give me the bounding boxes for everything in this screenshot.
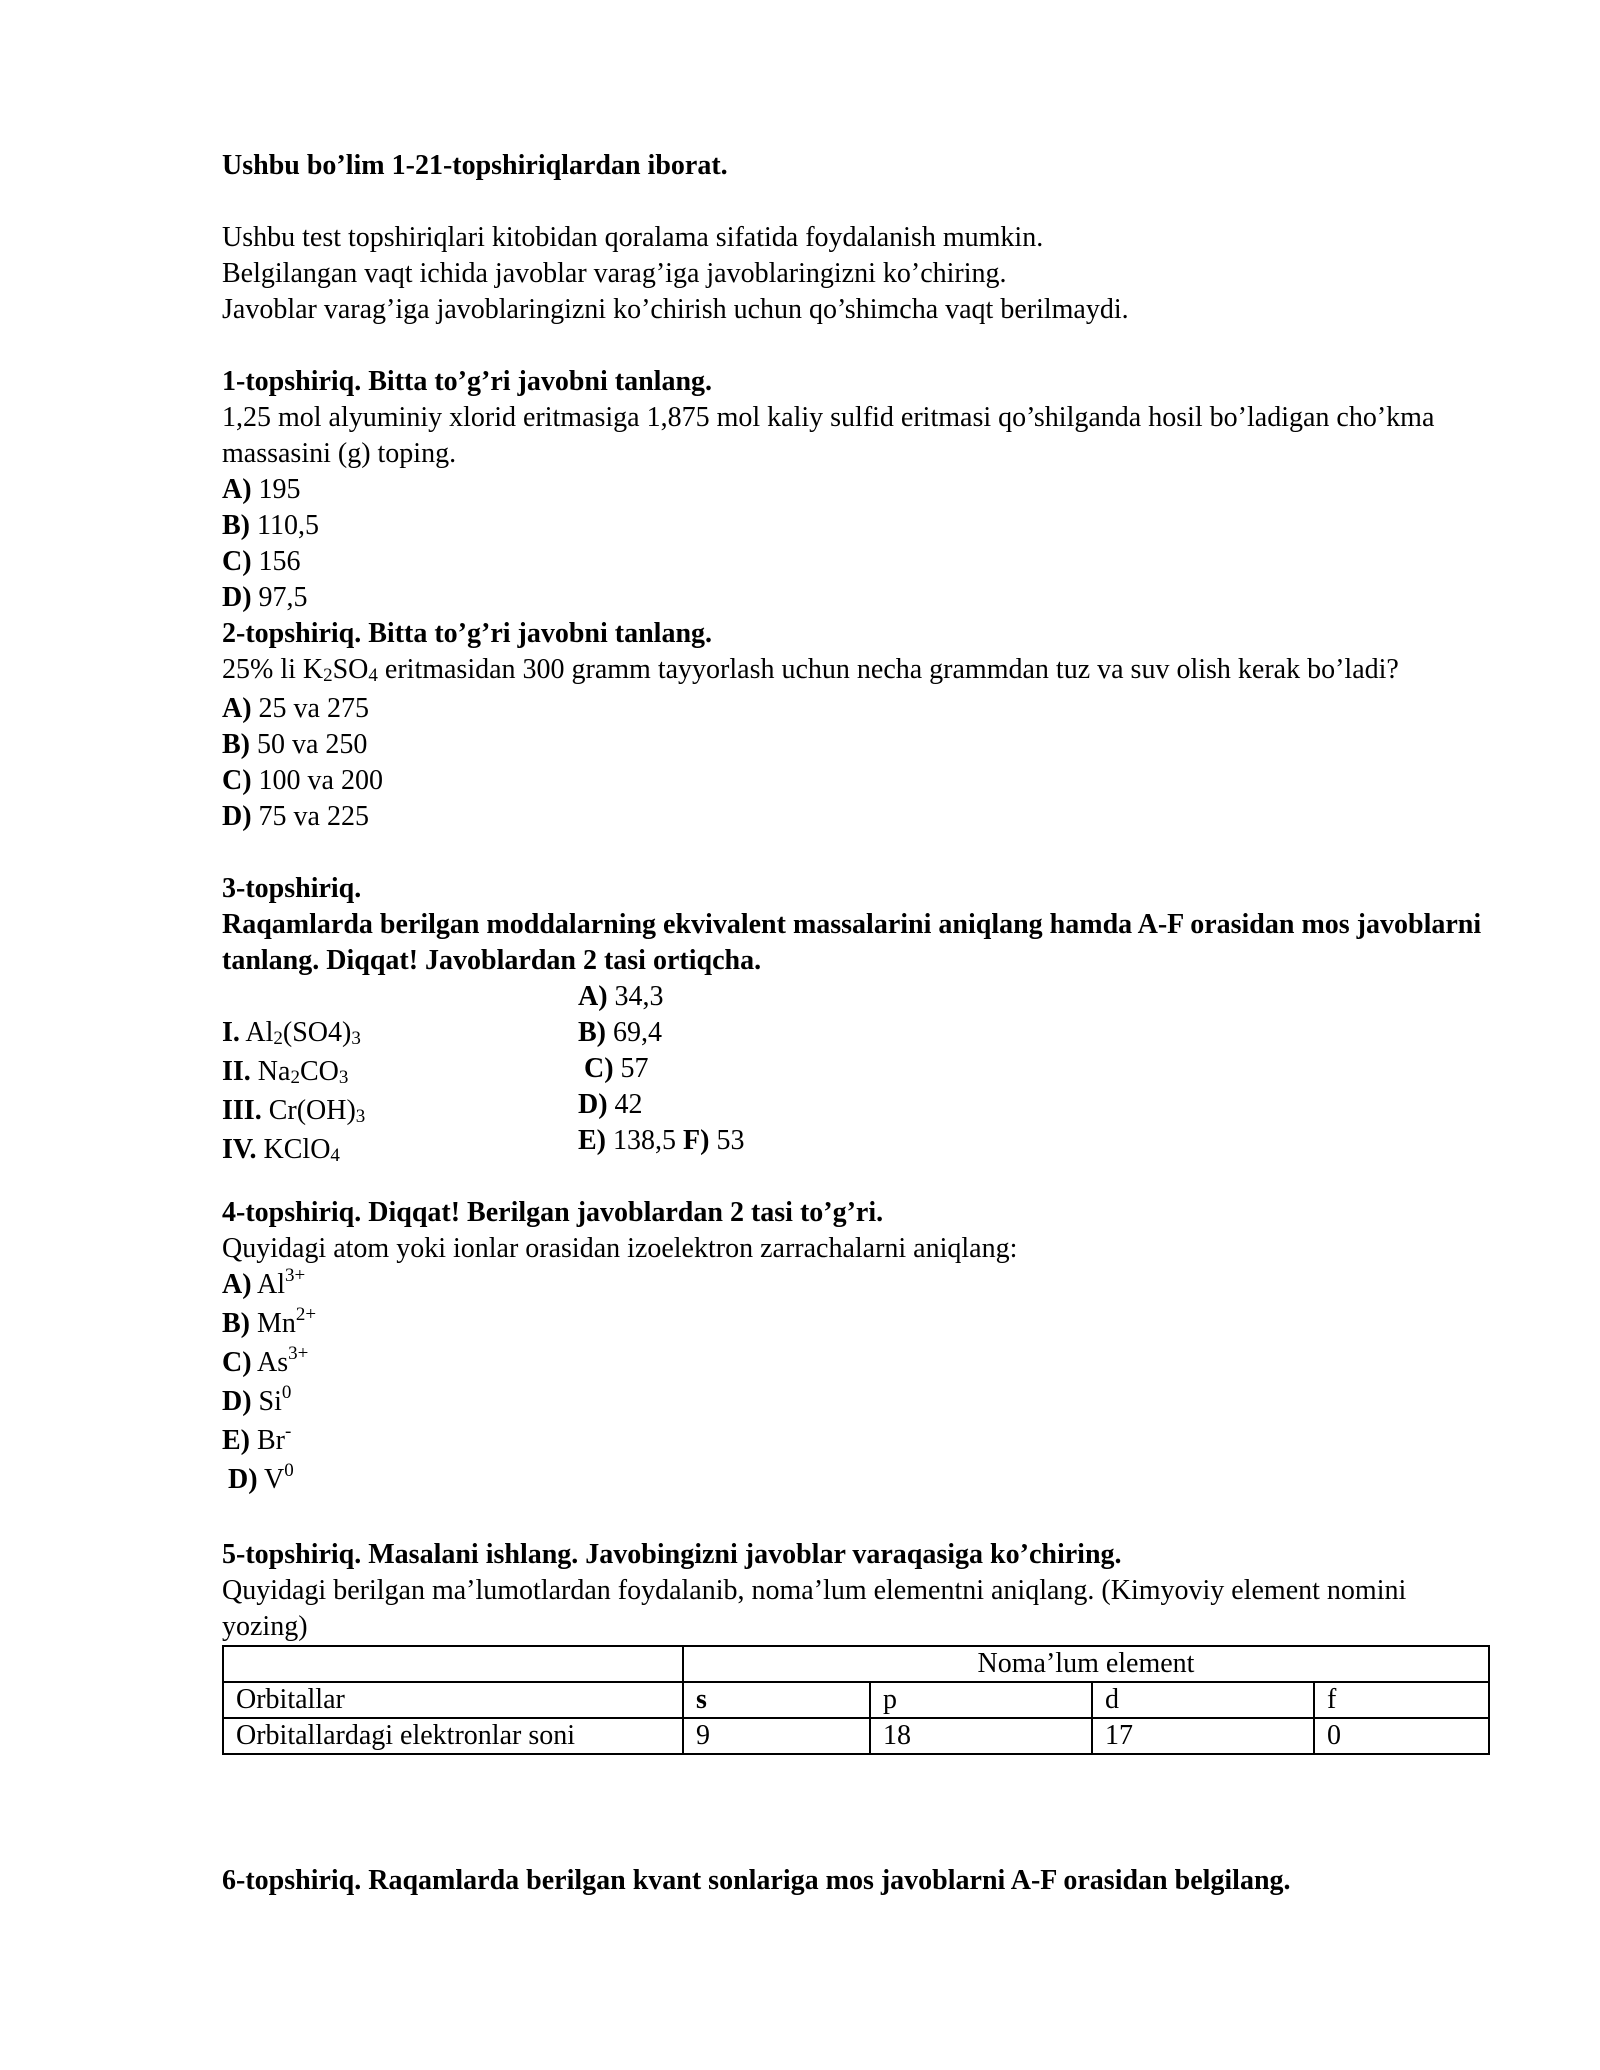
option-value: As — [257, 1347, 289, 1378]
option-value: 97,5 — [258, 582, 308, 613]
q4-option-e — [222, 1423, 1492, 1462]
q3-items — [222, 1015, 365, 1171]
q6-heading: 6-topshiriq. Raqamlarda berilgan kvant sonlariga mos javoblarni A-F orasidan belgilang. — [222, 1865, 1291, 1896]
q3-item-1 — [222, 1015, 365, 1054]
q3-matching — [222, 979, 1492, 1166]
formula-part: Cr(OH) — [268, 1095, 356, 1126]
q2-option-c — [222, 763, 1492, 799]
q3-answer-c — [578, 1051, 744, 1087]
option-letter: B) — [222, 510, 250, 541]
q2-text-part: SO — [332, 654, 369, 685]
q3-answer-a — [578, 979, 744, 1015]
q5-text: Quyidagi berilgan ma’lumotlardan foydalanib, noma’lum elementni aniqlang. (Kimyoviy element nomini yozing) — [222, 1575, 1407, 1642]
option-value: 53 — [716, 1125, 745, 1156]
subscript: 4 — [368, 665, 378, 686]
q4-text: Quyidagi atom yoki ionlar orasidan izoelektron zarrachalarni aniqlang: — [222, 1233, 1018, 1264]
formula-part: (SO4) — [282, 1017, 352, 1048]
q2-heading: 2-topshiriq. Bitta to’g’ri javobni tanlang. — [222, 618, 713, 649]
document-content — [222, 148, 1492, 1899]
q3-answer-ef — [578, 1123, 744, 1159]
q3-answer-d — [578, 1087, 744, 1123]
option-letter: D) — [222, 801, 252, 832]
option-letter: D) — [578, 1089, 608, 1120]
option-letter: A) — [222, 474, 252, 505]
option-value: 57 — [620, 1053, 649, 1084]
table-row — [223, 1682, 1489, 1718]
q2-text — [222, 652, 1492, 691]
superscript: 0 — [284, 1460, 294, 1481]
option-letter: D) — [222, 1386, 252, 1417]
formula-part: KClO — [263, 1134, 331, 1165]
intro-line: Ushbu test topshiriqlari kitobidan qoralama sifatida foydalanish mumkin. — [222, 222, 1044, 253]
superscript: 0 — [281, 1382, 292, 1403]
option-letter: A) — [222, 1269, 252, 1300]
option-value: 195 — [258, 474, 301, 505]
subscript: 2 — [323, 665, 333, 686]
item-number: IV. — [222, 1134, 257, 1165]
q1-option-a — [222, 472, 1492, 508]
q1-option-d — [222, 580, 1492, 616]
option-letter: D) — [222, 582, 252, 613]
q2-option-d — [222, 799, 1492, 835]
q2-option-b — [222, 727, 1492, 763]
subscript: 2 — [273, 1028, 283, 1049]
superscript: - — [285, 1421, 292, 1442]
option-value: 25 va 275 — [258, 693, 369, 724]
table-cell: 9 — [683, 1718, 870, 1754]
option-letter: E) — [222, 1425, 250, 1456]
option-value: Al — [257, 1269, 286, 1300]
q2-option-a — [222, 691, 1492, 727]
q5-heading: 5-topshiriq. Masalani ishlang. Javobingizni javoblar varaqasiga ko’chiring. — [222, 1539, 1122, 1570]
table-cell: s — [683, 1682, 870, 1718]
subscript: 3 — [351, 1028, 361, 1049]
table-row — [223, 1646, 1489, 1682]
q4-option-d — [222, 1384, 1492, 1423]
option-letter: B) — [222, 1308, 250, 1339]
table-header: Noma’lum element — [683, 1646, 1489, 1682]
subscript: 3 — [338, 1067, 349, 1088]
table-cell-empty — [223, 1646, 683, 1682]
q3-heading: 3-topshiriq. — [222, 873, 362, 904]
q3-answer-b — [578, 1015, 744, 1051]
superscript: 2+ — [295, 1304, 317, 1325]
option-value: 156 — [258, 546, 301, 577]
table-cell: 18 — [870, 1718, 1092, 1754]
table-row — [223, 1718, 1489, 1754]
q2-text-part: 25% li K — [222, 654, 324, 685]
option-value: 75 va 225 — [258, 801, 369, 832]
item-number: II. — [222, 1056, 251, 1087]
option-letter: C) — [222, 1347, 252, 1378]
option-letter: A) — [578, 981, 608, 1012]
formula-part: CO — [299, 1056, 339, 1087]
option-letter: C) — [222, 765, 252, 796]
q4-option-b — [222, 1306, 1492, 1345]
option-value: Mn — [257, 1308, 296, 1339]
formula-part: Na — [257, 1056, 291, 1087]
section-title: Ushbu bo’lim 1-21-topshiriqlardan iborat. — [222, 150, 728, 181]
option-value: 110,5 — [257, 510, 319, 541]
option-letter: C) — [222, 546, 252, 577]
table-row-label: Orbitallar — [223, 1682, 683, 1718]
q2-text-part: eritmasidan 300 gramm tayyorlash uchun necha grammdan tuz va suv olish kerak bo’ladi? — [377, 654, 1399, 685]
q1-text: 1,25 mol alyuminiy xlorid eritmasiga 1,875 mol kaliy sulfid eritmasi qo’shilganda hosil bo’ladigan cho’kma massasini (g) toping. — [222, 402, 1435, 469]
q3-instruction: Raqamlarda berilgan moddalarning ekvivalent massalarini aniqlang hamda A-F orasidan mos javoblarni tanlang. Diqqat! Javoblardan 2 tasi ortiqcha. — [222, 909, 1482, 976]
option-letter: C) — [584, 1053, 614, 1084]
subscript: 2 — [290, 1067, 300, 1088]
table-cell: p — [870, 1682, 1092, 1718]
q3-item-2 — [222, 1054, 365, 1093]
formula-part: Al — [245, 1017, 274, 1048]
orbital-table — [222, 1645, 1490, 1755]
option-value: V — [264, 1464, 285, 1495]
subscript: 4 — [330, 1145, 340, 1166]
option-value: 138,5 — [613, 1125, 676, 1156]
option-letter: D) — [228, 1464, 258, 1495]
q3-answers — [578, 979, 744, 1159]
table-cell: d — [1092, 1682, 1314, 1718]
option-letter: B) — [578, 1017, 606, 1048]
table-row-label: Orbitallardagi elektronlar soni — [223, 1718, 683, 1754]
q4-heading: 4-topshiriq. Diqqat! Berilgan javoblardan 2 tasi to’g’ri. — [222, 1197, 884, 1228]
option-letter: A) — [222, 693, 252, 724]
table-cell: f — [1314, 1682, 1489, 1718]
q3-item-3 — [222, 1093, 365, 1132]
table-cell: 17 — [1092, 1718, 1314, 1754]
option-value: 50 va 250 — [257, 729, 368, 760]
option-letter: F) — [683, 1125, 710, 1156]
superscript: 3+ — [288, 1343, 309, 1364]
option-value: 42 — [614, 1089, 643, 1120]
subscript: 3 — [355, 1106, 366, 1127]
q1-heading: 1-topshiriq. Bitta to’g’ri javobni tanlang. — [222, 366, 713, 397]
option-value: 100 va 200 — [258, 765, 383, 796]
q4-option-c — [222, 1345, 1492, 1384]
intro-line: Belgilangan vaqt ichida javoblar varag’iga javoblaringizni ko’chiring. — [222, 258, 1007, 289]
option-value: 69,4 — [613, 1017, 662, 1048]
option-letter: B) — [222, 729, 250, 760]
q4-option-f — [222, 1462, 1492, 1501]
option-letter: E) — [578, 1125, 606, 1156]
option-value: Si — [258, 1386, 282, 1417]
q3-item-4 — [222, 1132, 365, 1171]
item-number: III. — [222, 1095, 262, 1126]
table-cell: 0 — [1314, 1718, 1489, 1754]
option-value: Br — [257, 1425, 285, 1456]
superscript: 3+ — [285, 1265, 306, 1286]
item-number: I. — [222, 1017, 240, 1048]
q1-option-c — [222, 544, 1492, 580]
q1-option-b — [222, 508, 1492, 544]
intro-line: Javoblar varag’iga javoblaringizni ko’chirish uchun qo’shimcha vaqt berilmaydi. — [222, 294, 1129, 325]
option-value: 34,3 — [614, 981, 664, 1012]
q4-option-a — [222, 1267, 1492, 1306]
